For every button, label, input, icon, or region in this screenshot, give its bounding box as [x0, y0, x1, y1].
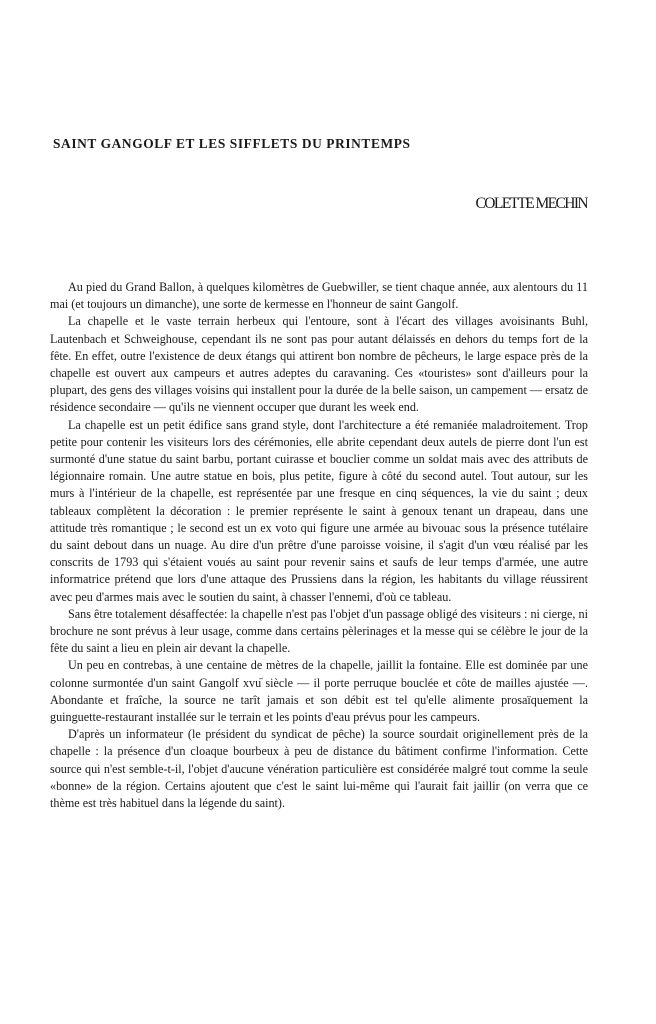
paragraph: Au pied du Grand Ballon, à quelques kilomètres de Guebwiller, se tient chaque année, aux alentours du 11 mai (et toujours un dimanche), une sorte de kermesse en l'honneur de saint Gangolf. — [50, 280, 588, 312]
article-body — [50, 279, 588, 812]
paragraph: La chapelle est un petit édifice sans grand style, dont l'architecture a été remaniée maladroitement. Trop petite pour contenir les visiteurs lors des cérémonies, elle abrite cependant deux autels de pierre dont l'un est surmonté d'une statue du saint barbu, portant cuirasse et bouclier comme un soldat mais avec des attributs de légionnaire romain. Une autre statue en bois, plus petite, figure à côté du second autel. Tout autour, sur les murs à l'intérieur de la chapelle, est représentée par une fresque en cinq séquences, la vie du saint ; deux tableaux complètent la décoration : le premier représente le saint à genoux tenant un drapeau, dans une attitude très romantique ; le second est un ex voto qui figure une armée au bivouac sous la présence tutélaire du saint debout dans un nuage. Au dire d'un prêtre d'une paroisse voisine, il s'agit d'un vœu réalisé par les conscrits de 1793 qui s'étaient voués au saint pour revenir sains et saufs de leur temps d'armée, une autre informatrice prétend que lors d'une attaque des Prussiens dans la région, les habitants du village réussirent avec peu d'armes mais avec le soutien du saint, à chasser l'ennemi, d'où ce tableau. — [50, 417, 588, 604]
paragraph: Un peu en contrebas, à une centaine de mètres de la chapelle, jaillit la fontaine. Elle est dominée par une colonne surmontée d'un saint Gangolf xvu᷄ siècle — il porte perruque bouclée et côte de mailles ajustée —. Abondante et fraîche, la source ne tarît jamais et son débit est tel qu'elle alimente prosaïquement la guinguette-restaurant installée sur le terrain et les points d'eau prévus pour les campeurs. — [50, 658, 588, 725]
paragraph: Sans être totalement désaffectée: la chapelle n'est pas l'objet d'un passage obligé des visiteurs : ni cierge, ni brochure ne sont prévus à leur usage, comme dans certains pèlerinages et la messe qui se célèbre le jour de la fête du saint a lieu en plein air devant la chapelle. — [50, 606, 588, 656]
paragraph: La chapelle et le vaste terrain herbeux qui l'entoure, sont à l'écart des villages avoisinants Buhl, Lautenbach et Schweighouse, cependant ils ne sont pas pour autant délaissés en dehors du temps fort de la fête. En effet, outre l'existence de deux étangs qui attirent bon nombre de pêcheurs, le large espace près de la chapelle est ouvert aux campeurs et autres adeptes du caravaning. Ces «touristes» sont d'ailleurs pour la plupart, des gens des villages voisins qui installent pour la durée de la belle saison, un campement — ersatz de résidence secondaire — qu'ils ne viennent occuper que durant les week end. — [50, 314, 588, 415]
article-author: COLETTE MECHIN — [475, 195, 587, 212]
paragraph: D'après un informateur (le président du syndicat de pêche) la source sourdait originellement près de la chapelle : la présence d'un cloaque bourbeux à peu de distance du bâtiment confirme l'information. Cette source qui n'est semble-t-il, l'objet d'aucune vénération particulière est considérée malgré tout comme la seule «bonne» de la région. Certains ajoutent que c'est le saint lui-même qui l'aurait fait jaillir (on verra que ce thème est très habituel dans la légende du saint). — [50, 727, 588, 811]
article-title: SAINT GANGOLF ET LES SIFFLETS DU PRINTEMPS — [53, 136, 411, 151]
